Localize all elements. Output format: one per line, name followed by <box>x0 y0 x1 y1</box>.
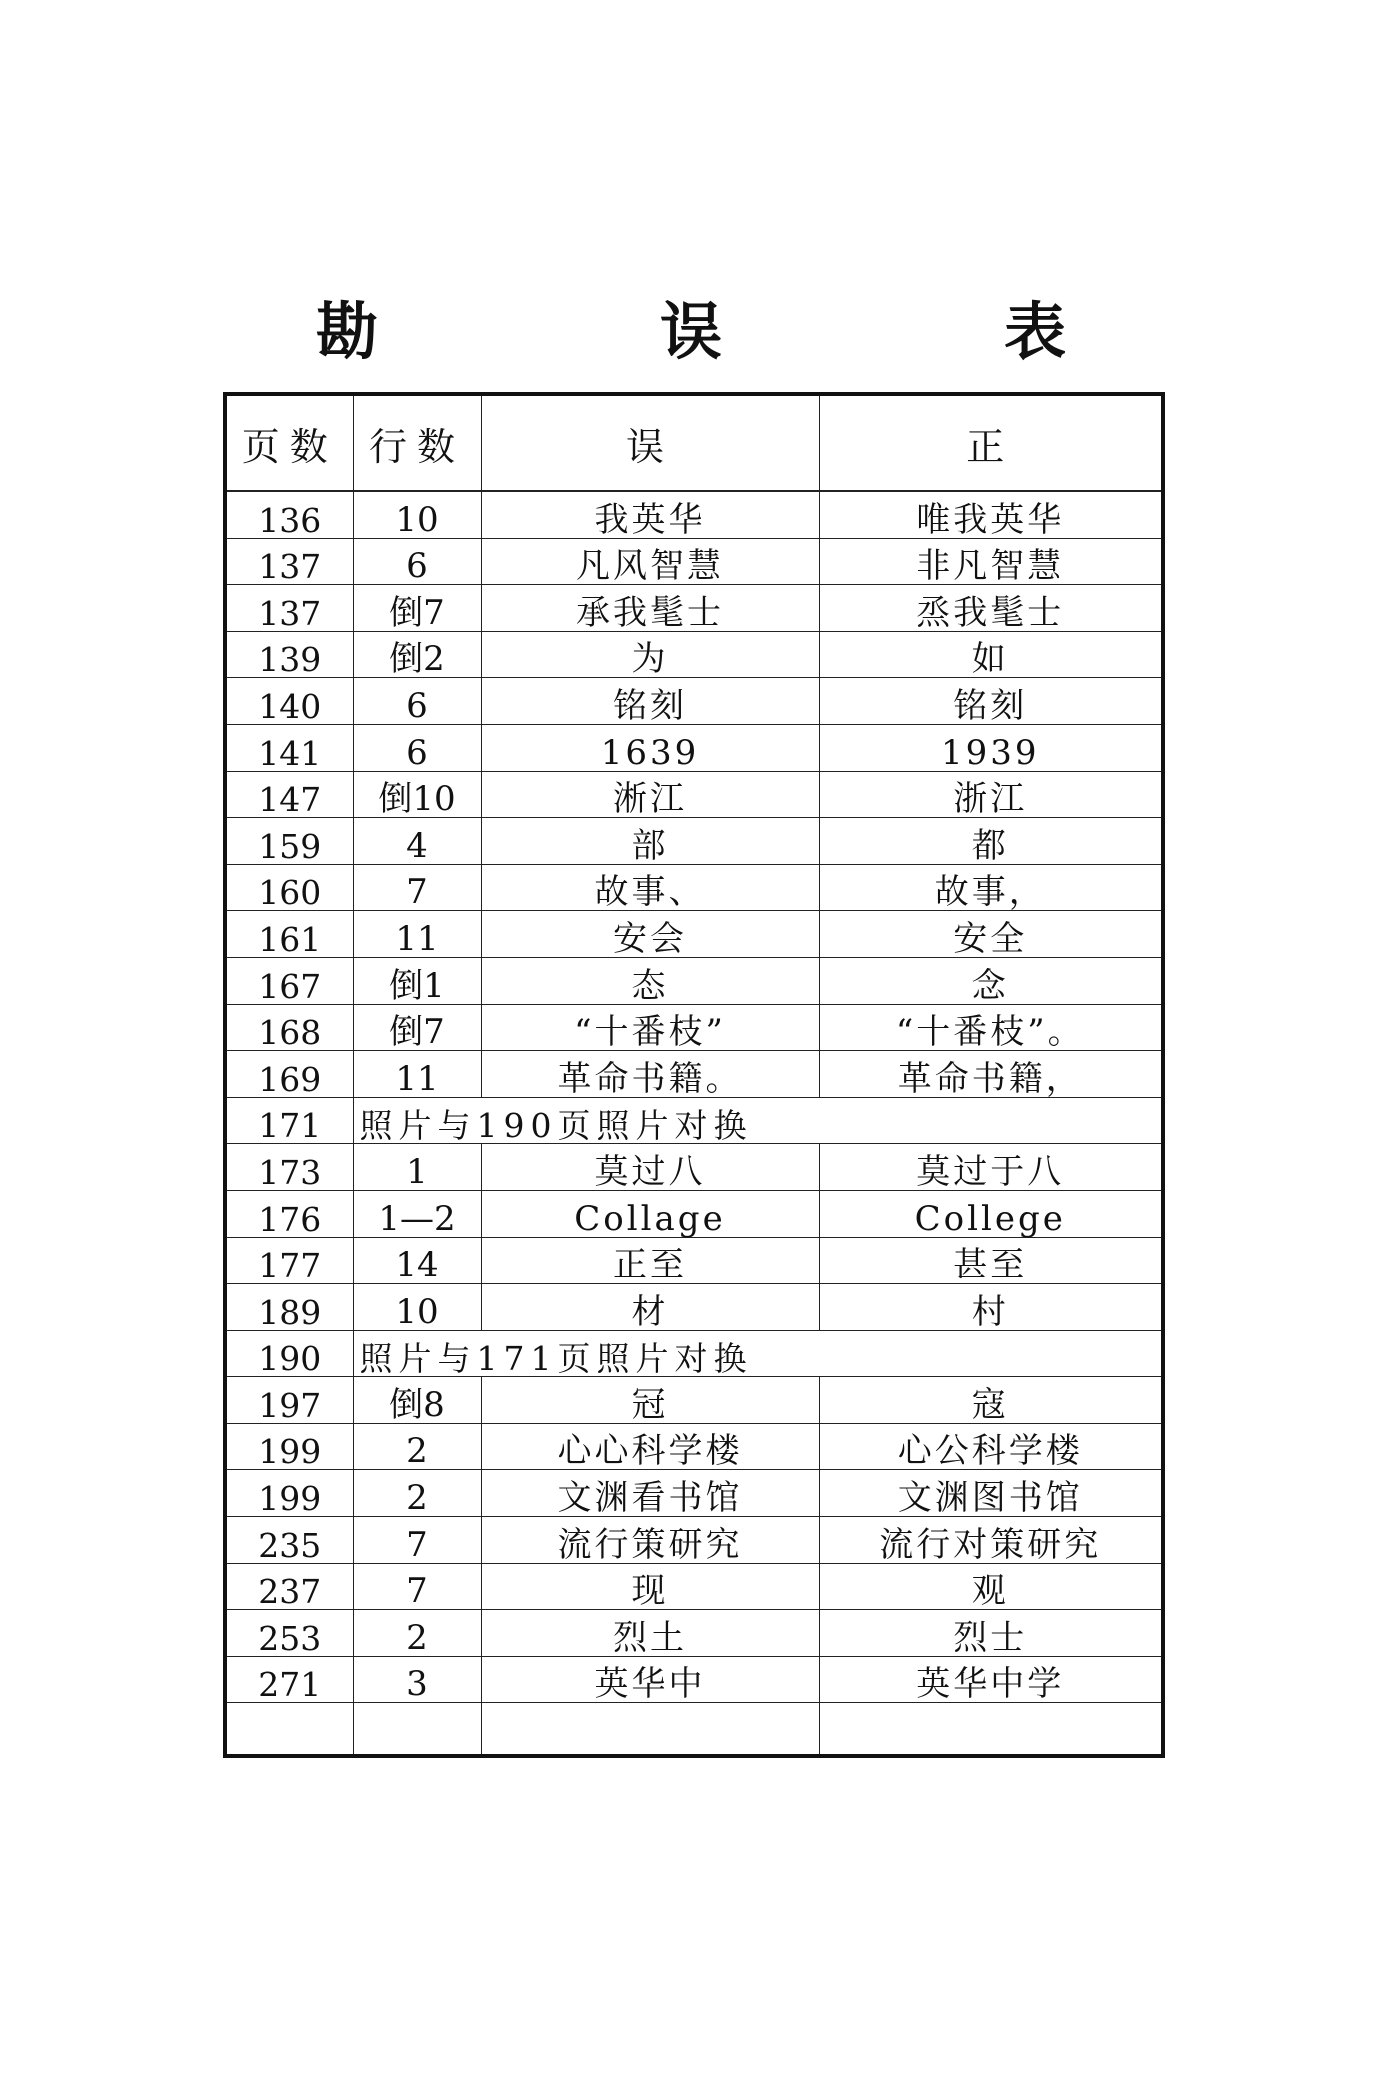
wrong-text-cell: Collage <box>481 1190 819 1237</box>
line-number-cell: 1 <box>353 1144 481 1191</box>
line-number-cell: 11 <box>353 911 481 958</box>
errata-table <box>223 392 1165 1758</box>
wrong-text-cell: 冠 <box>481 1377 819 1424</box>
page-number-cell: 253 <box>225 1610 353 1657</box>
page-number-cell: 235 <box>225 1517 353 1564</box>
page-number-cell: 137 <box>225 585 353 632</box>
line-number-cell: 倒7 <box>353 1004 481 1051</box>
correct-text-cell: 甚至 <box>819 1237 1163 1284</box>
line-number-cell: 2 <box>353 1470 481 1517</box>
wrong-text-cell: 承我髦士 <box>481 585 819 632</box>
page-number-cell: 173 <box>225 1144 353 1191</box>
header-right: 正 <box>819 394 1163 491</box>
line-number-cell: 倒10 <box>353 771 481 818</box>
line-number-cell: 6 <box>353 538 481 585</box>
wrong-text-cell: 英华中 <box>481 1656 819 1703</box>
wrong-text-cell: 心心科学楼 <box>481 1423 819 1470</box>
page-number-cell: 167 <box>225 957 353 1004</box>
wrong-text-cell: 铭刻 <box>481 678 819 725</box>
line-number-cell: 4 <box>353 818 481 865</box>
table-row <box>225 911 1163 958</box>
blank-row <box>225 1703 1163 1757</box>
correct-text-cell: 寇 <box>819 1377 1163 1424</box>
correct-text-cell: “十番枝”。 <box>819 1004 1163 1051</box>
table-row <box>225 1144 1163 1191</box>
table-row <box>225 1563 1163 1610</box>
table-row <box>225 538 1163 585</box>
correct-text-cell: 烝我髦士 <box>819 585 1163 632</box>
page-number-cell: 271 <box>225 1656 353 1703</box>
table-row <box>225 631 1163 678</box>
wrong-text-cell: 我英华 <box>481 491 819 538</box>
errata-table-body <box>225 491 1163 1756</box>
correct-text-cell: 都 <box>819 818 1163 865</box>
correct-text-cell: 非凡智慧 <box>819 538 1163 585</box>
correct-text-cell: College <box>819 1190 1163 1237</box>
line-number-cell: 14 <box>353 1237 481 1284</box>
page-number-cell: 140 <box>225 678 353 725</box>
correct-text-cell: 莫过于八 <box>819 1144 1163 1191</box>
wrong-text-cell: 革命书籍。 <box>481 1051 819 1098</box>
correct-text-cell: 如 <box>819 631 1163 678</box>
correct-text-cell: 烈士 <box>819 1610 1163 1657</box>
wrong-text-cell: 文渊看书馆 <box>481 1470 819 1517</box>
page-number-cell: 199 <box>225 1423 353 1470</box>
page-number-cell: 189 <box>225 1284 353 1331</box>
line-number-cell: 2 <box>353 1423 481 1470</box>
line-number-cell: 倒1 <box>353 957 481 1004</box>
line-number-cell: 10 <box>353 491 481 538</box>
correct-text-cell: 文渊图书馆 <box>819 1470 1163 1517</box>
page-number-cell: 147 <box>225 771 353 818</box>
note-cell: 照片与171页照片对换 <box>353 1330 1163 1377</box>
page-title: 勘 误 表 <box>315 295 1176 368</box>
page-number-cell: 171 <box>225 1097 353 1144</box>
page-number-cell: 190 <box>225 1330 353 1377</box>
page-number-cell: 161 <box>225 911 353 958</box>
line-number-cell: 1—2 <box>353 1190 481 1237</box>
page-number-cell: 137 <box>225 538 353 585</box>
table-row <box>225 1190 1163 1237</box>
table-row <box>225 1377 1163 1424</box>
page-number-cell: 136 <box>225 491 353 538</box>
wrong-text-cell: 为 <box>481 631 819 678</box>
wrong-text-cell: 正至 <box>481 1237 819 1284</box>
table-row <box>225 1004 1163 1051</box>
page-number-cell: 159 <box>225 818 353 865</box>
correct-text-cell: 念 <box>819 957 1163 1004</box>
line-number-cell: 10 <box>353 1284 481 1331</box>
wrong-text-cell: 凡风智慧 <box>481 538 819 585</box>
table-row <box>225 1330 1163 1377</box>
table-row <box>225 818 1163 865</box>
page-number-cell: 176 <box>225 1190 353 1237</box>
correct-text-cell: 故事， <box>819 864 1163 911</box>
line-number-cell: 7 <box>353 864 481 911</box>
correct-text-cell: 1939 <box>819 724 1163 771</box>
line-number-cell: 2 <box>353 1610 481 1657</box>
page-number-cell: 169 <box>225 1051 353 1098</box>
page-number-cell: 160 <box>225 864 353 911</box>
wrong-text-cell: 1639 <box>481 724 819 771</box>
line-number-cell: 7 <box>353 1517 481 1564</box>
table-row <box>225 771 1163 818</box>
header-line: 行数 <box>353 394 481 491</box>
correct-text-cell: 铭刻 <box>819 678 1163 725</box>
correct-text-cell: 观 <box>819 1563 1163 1610</box>
header-wrong: 误 <box>481 394 819 491</box>
wrong-text-cell: “十番枝” <box>481 1004 819 1051</box>
line-number-cell: 倒7 <box>353 585 481 632</box>
page-number-cell: 141 <box>225 724 353 771</box>
page-number-cell: 237 <box>225 1563 353 1610</box>
correct-text-cell: 浙江 <box>819 771 1163 818</box>
wrong-text-cell: 淅江 <box>481 771 819 818</box>
page-number-cell: 197 <box>225 1377 353 1424</box>
table-row <box>225 1656 1163 1703</box>
page-number-cell: 199 <box>225 1470 353 1517</box>
wrong-text-cell: 材 <box>481 1284 819 1331</box>
wrong-text-cell: 现 <box>481 1563 819 1610</box>
wrong-text-cell: 流行策研究 <box>481 1517 819 1564</box>
line-number-cell: 倒8 <box>353 1377 481 1424</box>
line-number-cell: 11 <box>353 1051 481 1098</box>
table-row <box>225 491 1163 538</box>
line-number-cell: 6 <box>353 678 481 725</box>
correct-text-cell: 英华中学 <box>819 1656 1163 1703</box>
table-row <box>225 1284 1163 1331</box>
note-cell: 照片与190页照片对换 <box>353 1097 1163 1144</box>
table-row <box>225 1610 1163 1657</box>
page-number-cell: 139 <box>225 631 353 678</box>
blank-cell <box>353 1703 481 1757</box>
header-page: 页数 <box>225 394 353 491</box>
table-row <box>225 724 1163 771</box>
table-row <box>225 957 1163 1004</box>
correct-text-cell: 安全 <box>819 911 1163 958</box>
page-number-cell: 177 <box>225 1237 353 1284</box>
table-row <box>225 1237 1163 1284</box>
blank-cell <box>481 1703 819 1757</box>
page-number-cell: 168 <box>225 1004 353 1051</box>
wrong-text-cell: 故事、 <box>481 864 819 911</box>
wrong-text-cell: 态 <box>481 957 819 1004</box>
table-row <box>225 864 1163 911</box>
table-row <box>225 1423 1163 1470</box>
wrong-text-cell: 部 <box>481 818 819 865</box>
table-row <box>225 1051 1163 1098</box>
line-number-cell: 7 <box>353 1563 481 1610</box>
line-number-cell: 3 <box>353 1656 481 1703</box>
wrong-text-cell: 烈土 <box>481 1610 819 1657</box>
line-number-cell: 倒2 <box>353 631 481 678</box>
blank-cell <box>225 1703 353 1757</box>
table-row <box>225 1517 1163 1564</box>
errata-table-header <box>225 394 1163 491</box>
correct-text-cell: 村 <box>819 1284 1163 1331</box>
line-number-cell: 6 <box>353 724 481 771</box>
table-row <box>225 585 1163 632</box>
table-row <box>225 678 1163 725</box>
correct-text-cell: 唯我英华 <box>819 491 1163 538</box>
table-row <box>225 1470 1163 1517</box>
correct-text-cell: 革命书籍， <box>819 1051 1163 1098</box>
wrong-text-cell: 安会 <box>481 911 819 958</box>
correct-text-cell: 流行对策研究 <box>819 1517 1163 1564</box>
correct-text-cell: 心公科学楼 <box>819 1423 1163 1470</box>
table-row <box>225 1097 1163 1144</box>
wrong-text-cell: 莫过八 <box>481 1144 819 1191</box>
blank-cell <box>819 1703 1163 1757</box>
